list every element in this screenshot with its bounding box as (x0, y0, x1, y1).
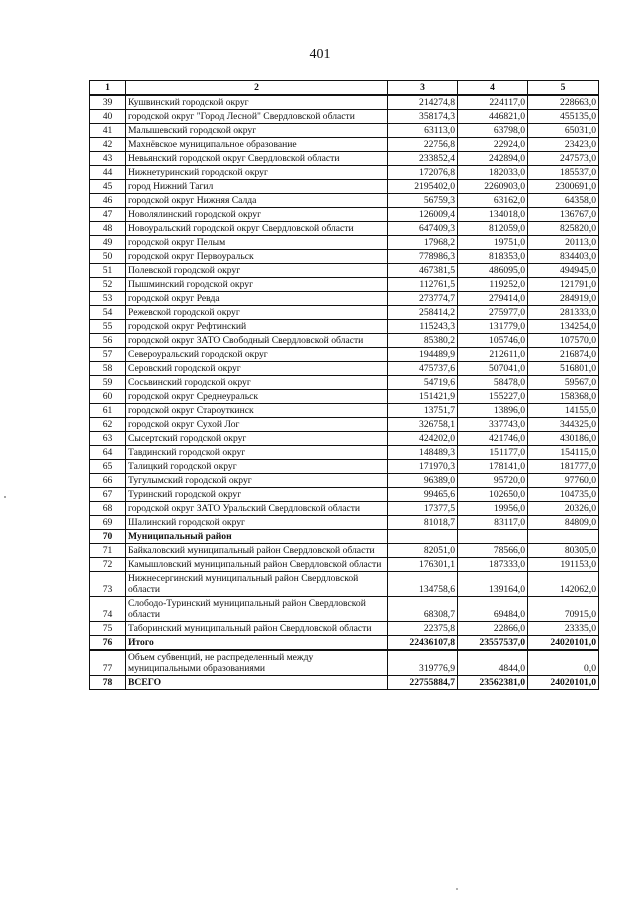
row-name: Муниципальный район (126, 530, 388, 544)
row-name: Тугулымский городской округ (126, 474, 388, 488)
row-value-col4: 812059,0 (458, 222, 528, 236)
row-value-col4: 4844,0 (458, 650, 528, 676)
row-value-col5: 216874,0 (528, 348, 599, 362)
page-number: 401 (309, 47, 331, 62)
row-value-col5: 430186,0 (528, 432, 599, 446)
row-name: Шалинский городской округ (126, 516, 388, 530)
row-name: Кушвинский городской округ (126, 95, 388, 110)
row-value-col3: 319776,9 (388, 650, 458, 676)
row-number: 56 (90, 334, 126, 348)
row-value-col3: 171970,3 (388, 460, 458, 474)
row-value-col5: 70915,0 (528, 597, 599, 622)
table-row (90, 676, 599, 690)
row-number: 43 (90, 152, 126, 166)
row-value-col5: 84809,0 (528, 516, 599, 530)
table-row (90, 222, 599, 236)
table-row (90, 138, 599, 152)
row-name: городской округ Первоуральск (126, 250, 388, 264)
row-value-col3: 151421,9 (388, 390, 458, 404)
row-value-col4: 818353,0 (458, 250, 528, 264)
row-value-col4: 224117,0 (458, 95, 528, 110)
row-number: 68 (90, 502, 126, 516)
row-value-col4: 155227,0 (458, 390, 528, 404)
row-number: 45 (90, 180, 126, 194)
row-value-col3: 22375,8 (388, 622, 458, 636)
row-name: Полевской городской округ (126, 264, 388, 278)
row-value-col5: 134254,0 (528, 320, 599, 334)
row-number: 53 (90, 292, 126, 306)
row-value-col4: 2260903,0 (458, 180, 528, 194)
row-number: 64 (90, 446, 126, 460)
row-name: городской округ ЗАТО Уральский Свердловской области (126, 502, 388, 516)
table-row (90, 404, 599, 418)
row-value-col3: 22755884,7 (388, 676, 458, 690)
row-value-col3: 358174,3 (388, 110, 458, 124)
table-header-row (90, 81, 599, 96)
table-row (90, 650, 599, 676)
row-value-col3: 81018,7 (388, 516, 458, 530)
row-number: 41 (90, 124, 126, 138)
row-value-col3: 68308,7 (388, 597, 458, 622)
table-row (90, 194, 599, 208)
row-name: Слободо-Туринский муниципальный район Свердловской области (126, 597, 388, 622)
table-row (90, 208, 599, 222)
row-number: 57 (90, 348, 126, 362)
row-value-col3: 17377,5 (388, 502, 458, 516)
row-name: Талицкий городской округ (126, 460, 388, 474)
row-value-col4: 337743,0 (458, 418, 528, 432)
row-value-col3: 115243,3 (388, 320, 458, 334)
row-name: ВСЕГО (126, 676, 388, 690)
row-number: 69 (90, 516, 126, 530)
row-value-col3: 56759,3 (388, 194, 458, 208)
row-name: Камышловский муниципальный район Свердловской области (126, 558, 388, 572)
row-name: городской округ Среднеуральск (126, 390, 388, 404)
row-value-col5: 136767,0 (528, 208, 599, 222)
row-value-col5: 158368,0 (528, 390, 599, 404)
row-number: 54 (90, 306, 126, 320)
table-row (90, 95, 599, 110)
table-row (90, 474, 599, 488)
row-number: 47 (90, 208, 126, 222)
row-name: Байкаловский муниципальный район Свердловской области (126, 544, 388, 558)
subvention-table (89, 80, 599, 690)
row-value-col4: 63798,0 (458, 124, 528, 138)
table-row (90, 250, 599, 264)
row-value-col5: 455135,0 (528, 110, 599, 124)
table-row (90, 236, 599, 250)
row-number: 60 (90, 390, 126, 404)
row-value-col3 (388, 530, 458, 544)
row-value-col3: 467381,5 (388, 264, 458, 278)
row-name: городской округ "Город Лесной" Свердловской области (126, 110, 388, 124)
row-name: Невьянский городской округ Свердловской области (126, 152, 388, 166)
row-value-col4: 119252,0 (458, 278, 528, 292)
row-value-col3: 99465,6 (388, 488, 458, 502)
row-value-col5: 24020101,0 (528, 636, 599, 651)
row-value-col3: 148489,3 (388, 446, 458, 460)
row-value-col3: 126009,4 (388, 208, 458, 222)
scan-speck (456, 888, 458, 890)
table-row (90, 516, 599, 530)
row-number: 78 (90, 676, 126, 690)
row-value-col3: 172076,8 (388, 166, 458, 180)
row-value-col5: 142062,0 (528, 572, 599, 597)
row-value-col3: 176301,1 (388, 558, 458, 572)
row-value-col5: 23423,0 (528, 138, 599, 152)
row-value-col5: 185537,0 (528, 166, 599, 180)
row-value-col5: 20113,0 (528, 236, 599, 250)
row-value-col4: 95720,0 (458, 474, 528, 488)
table-row (90, 306, 599, 320)
row-value-col3: 96389,0 (388, 474, 458, 488)
row-name: Нижнесергинский муниципальный район Свердловской области (126, 572, 388, 597)
header-col-4: 4 (458, 81, 528, 96)
row-number: 67 (90, 488, 126, 502)
row-name: город Нижний Тагил (126, 180, 388, 194)
row-value-col5: 247573,0 (528, 152, 599, 166)
row-value-col5: 181777,0 (528, 460, 599, 474)
row-number: 63 (90, 432, 126, 446)
row-value-col5: 154115,0 (528, 446, 599, 460)
row-value-col5: 494945,0 (528, 264, 599, 278)
row-value-col4: 102650,0 (458, 488, 528, 502)
table-row (90, 390, 599, 404)
row-name: Туринский городской округ (126, 488, 388, 502)
row-name: Таборинский муниципальный район Свердловской области (126, 622, 388, 636)
row-value-col4: 22924,0 (458, 138, 528, 152)
table-row (90, 166, 599, 180)
row-value-col4: 134018,0 (458, 208, 528, 222)
row-value-col4: 275977,0 (458, 306, 528, 320)
table-row (90, 432, 599, 446)
row-value-col4: 69484,0 (458, 597, 528, 622)
row-value-col4: 23557537,0 (458, 636, 528, 651)
row-name: городской округ Рефтинский (126, 320, 388, 334)
table-row (90, 320, 599, 334)
row-value-col3: 2195402,0 (388, 180, 458, 194)
row-value-col4: 178141,0 (458, 460, 528, 474)
row-value-col4: 151177,0 (458, 446, 528, 460)
row-number: 66 (90, 474, 126, 488)
row-name: Итого (126, 636, 388, 651)
row-value-col5: 104735,0 (528, 488, 599, 502)
header-col-2: 2 (126, 81, 388, 96)
row-value-col4: 63162,0 (458, 194, 528, 208)
header-col-3: 3 (388, 81, 458, 96)
row-name: Новоуральский городской округ Свердловской области (126, 222, 388, 236)
row-value-col3: 233852,4 (388, 152, 458, 166)
table-row (90, 418, 599, 432)
table-row (90, 558, 599, 572)
row-name: Тавдинский городской округ (126, 446, 388, 460)
table-row (90, 362, 599, 376)
table-row (90, 530, 599, 544)
row-value-col4: 486095,0 (458, 264, 528, 278)
row-value-col3: 63113,0 (388, 124, 458, 138)
table-row (90, 110, 599, 124)
row-name: городской округ Пелым (126, 236, 388, 250)
row-value-col3: 13751,7 (388, 404, 458, 418)
row-value-col4: 19956,0 (458, 502, 528, 516)
row-number: 77 (90, 650, 126, 676)
row-value-col5: 825820,0 (528, 222, 599, 236)
row-value-col3: 424202,0 (388, 432, 458, 446)
table-row (90, 348, 599, 362)
row-number: 39 (90, 95, 126, 110)
table-row (90, 124, 599, 138)
row-value-col4 (458, 530, 528, 544)
row-value-col5: 23335,0 (528, 622, 599, 636)
row-number: 51 (90, 264, 126, 278)
row-name: Сысертский городской округ (126, 432, 388, 446)
table-row (90, 180, 599, 194)
row-value-col4: 242894,0 (458, 152, 528, 166)
row-value-col5: 97760,0 (528, 474, 599, 488)
row-value-col4: 78566,0 (458, 544, 528, 558)
row-name: Махнёвское муниципальное образование (126, 138, 388, 152)
row-number: 61 (90, 404, 126, 418)
row-value-col3: 778986,3 (388, 250, 458, 264)
row-value-col3: 134758,6 (388, 572, 458, 597)
row-name: Североуральский городской округ (126, 348, 388, 362)
row-value-col5: 284919,0 (528, 292, 599, 306)
row-name: городской округ Ревда (126, 292, 388, 306)
row-number: 73 (90, 572, 126, 597)
row-name: городской округ ЗАТО Свободный Свердловской области (126, 334, 388, 348)
row-value-col4: 22866,0 (458, 622, 528, 636)
row-value-col3: 22756,8 (388, 138, 458, 152)
row-value-col3: 475737,6 (388, 362, 458, 376)
row-name: городской округ Староуткинск (126, 404, 388, 418)
row-value-col5: 281333,0 (528, 306, 599, 320)
row-number: 65 (90, 460, 126, 474)
row-value-col4: 13896,0 (458, 404, 528, 418)
row-number: 52 (90, 278, 126, 292)
row-value-col4: 83117,0 (458, 516, 528, 530)
row-name: Сосьвинский городской округ (126, 376, 388, 390)
row-number: 48 (90, 222, 126, 236)
row-number: 58 (90, 362, 126, 376)
row-value-col5: 2300691,0 (528, 180, 599, 194)
row-value-col5: 516801,0 (528, 362, 599, 376)
row-number: 40 (90, 110, 126, 124)
row-name: Нижнетуринский городской округ (126, 166, 388, 180)
row-name: городской округ Нижняя Салда (126, 194, 388, 208)
row-name: Объем субвенций, не распределенный между муниципальными образованиями (126, 650, 388, 676)
row-number: 75 (90, 622, 126, 636)
table-row (90, 622, 599, 636)
row-value-col4: 446821,0 (458, 110, 528, 124)
row-value-col5: 344325,0 (528, 418, 599, 432)
row-value-col4: 182033,0 (458, 166, 528, 180)
row-name: Серовский городской округ (126, 362, 388, 376)
table-row (90, 152, 599, 166)
table-row (90, 446, 599, 460)
row-value-col4: 19751,0 (458, 236, 528, 250)
row-number: 62 (90, 418, 126, 432)
row-number: 42 (90, 138, 126, 152)
row-number: 71 (90, 544, 126, 558)
row-value-col3: 194489,9 (388, 348, 458, 362)
row-value-col4: 139164,0 (458, 572, 528, 597)
row-value-col5: 107570,0 (528, 334, 599, 348)
row-value-col4: 105746,0 (458, 334, 528, 348)
table-row (90, 292, 599, 306)
row-value-col4: 23562381,0 (458, 676, 528, 690)
row-value-col5: 80305,0 (528, 544, 599, 558)
row-value-col5: 834403,0 (528, 250, 599, 264)
row-number: 46 (90, 194, 126, 208)
row-value-col4: 212611,0 (458, 348, 528, 362)
row-name: городской округ Сухой Лог (126, 418, 388, 432)
row-value-col3: 22436107,8 (388, 636, 458, 651)
row-value-col3: 214274,8 (388, 95, 458, 110)
row-number: 50 (90, 250, 126, 264)
row-value-col5: 0,0 (528, 650, 599, 676)
row-name: Режевской городской округ (126, 306, 388, 320)
row-number: 74 (90, 597, 126, 622)
row-value-col5: 64358,0 (528, 194, 599, 208)
row-number: 72 (90, 558, 126, 572)
row-value-col3: 82051,0 (388, 544, 458, 558)
table-row (90, 264, 599, 278)
row-number: 59 (90, 376, 126, 390)
row-value-col3: 85380,2 (388, 334, 458, 348)
row-value-col5: 20326,0 (528, 502, 599, 516)
table-row (90, 597, 599, 622)
row-value-col4: 58478,0 (458, 376, 528, 390)
row-value-col3: 54719,6 (388, 376, 458, 390)
row-name: Новолялинский городской округ (126, 208, 388, 222)
row-value-col4: 507041,0 (458, 362, 528, 376)
row-value-col5: 14155,0 (528, 404, 599, 418)
row-value-col3: 273774,7 (388, 292, 458, 306)
row-value-col5: 191153,0 (528, 558, 599, 572)
row-number: 49 (90, 236, 126, 250)
table-row (90, 376, 599, 390)
row-value-col5: 59567,0 (528, 376, 599, 390)
table-row (90, 334, 599, 348)
row-value-col4: 279414,0 (458, 292, 528, 306)
table-row (90, 278, 599, 292)
row-value-col5: 65031,0 (528, 124, 599, 138)
row-value-col5: 228663,0 (528, 95, 599, 110)
row-value-col3: 17968,2 (388, 236, 458, 250)
row-number: 76 (90, 636, 126, 651)
scan-speck (4, 496, 6, 498)
row-value-col3: 112761,5 (388, 278, 458, 292)
row-number: 70 (90, 530, 126, 544)
row-value-col5 (528, 530, 599, 544)
header-col-5: 5 (528, 81, 599, 96)
row-value-col3: 326758,1 (388, 418, 458, 432)
table-row (90, 636, 599, 651)
header-col-1: 1 (90, 81, 126, 96)
table-row (90, 572, 599, 597)
row-number: 55 (90, 320, 126, 334)
row-value-col5: 24020101,0 (528, 676, 599, 690)
table-row (90, 460, 599, 474)
row-name: Пышминский городской округ (126, 278, 388, 292)
table-row (90, 488, 599, 502)
row-value-col3: 647409,3 (388, 222, 458, 236)
row-number: 44 (90, 166, 126, 180)
row-value-col3: 258414,2 (388, 306, 458, 320)
table-row (90, 502, 599, 516)
row-value-col4: 421746,0 (458, 432, 528, 446)
row-value-col4: 131779,0 (458, 320, 528, 334)
row-value-col5: 121791,0 (528, 278, 599, 292)
row-value-col4: 187333,0 (458, 558, 528, 572)
row-name: Малышевский городской округ (126, 124, 388, 138)
table-row (90, 544, 599, 558)
